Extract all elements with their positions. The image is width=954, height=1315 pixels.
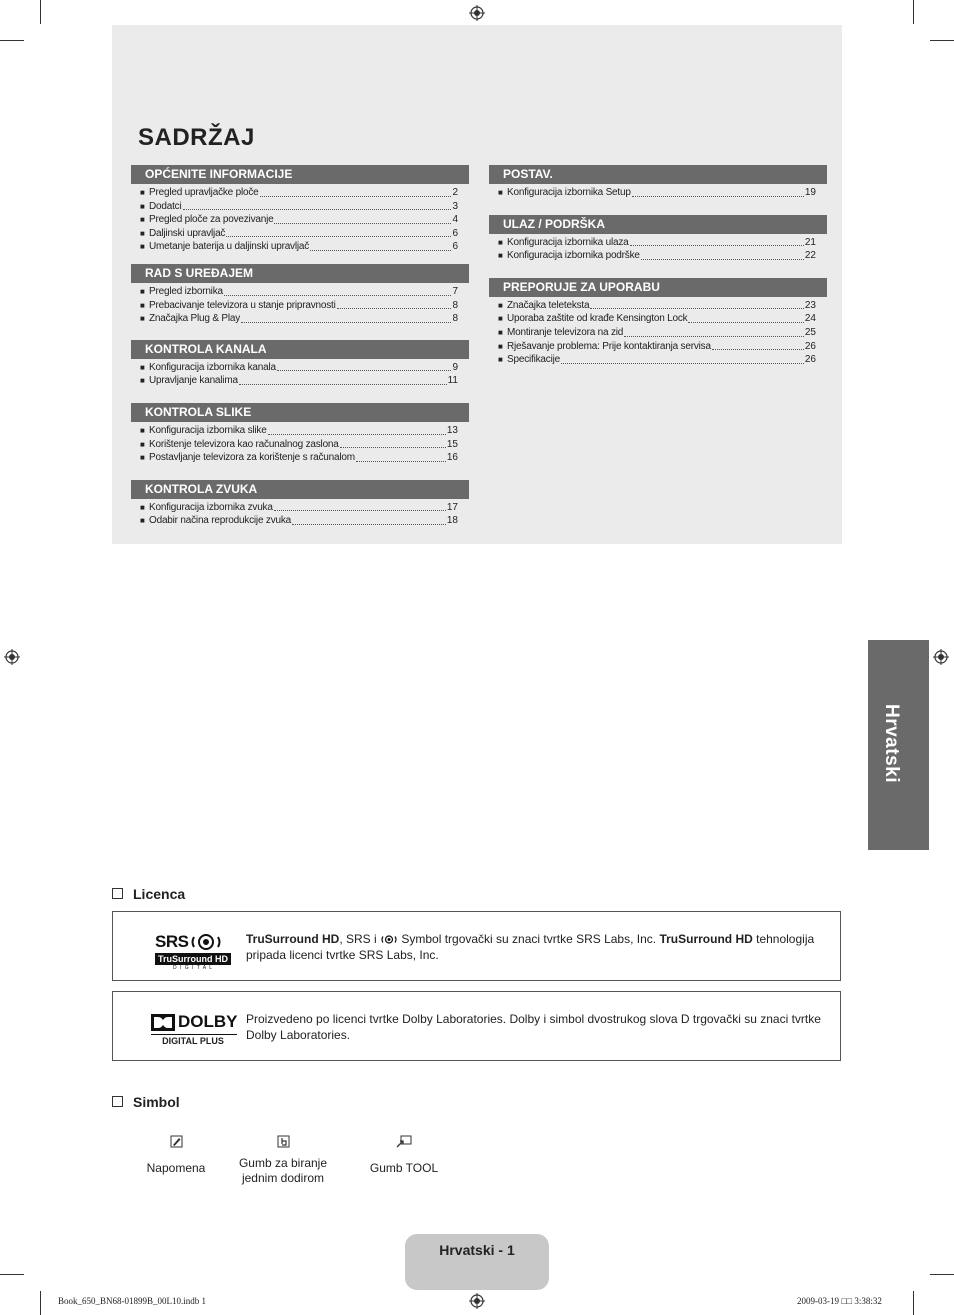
bullet-square-icon: ■ — [140, 215, 145, 225]
bullet-square-icon: ■ — [140, 228, 145, 238]
toc-entry-page: 6 — [452, 227, 458, 239]
toc-entry-title: Konfiguracija izbornika kanala — [149, 361, 276, 373]
crop-mark — [913, 0, 914, 24]
toc-entry-title: Upravljanje kanalima — [149, 375, 238, 387]
registration-mark-icon — [469, 1293, 485, 1309]
toc-entry[interactable] — [140, 299, 458, 313]
tool-icon — [396, 1135, 412, 1148]
toc-entry-page: 18 — [446, 515, 458, 527]
toc-entry-title: Prebacivanje televizora u stanje pripravnosti — [149, 299, 336, 311]
toc-left-column — [131, 165, 469, 528]
toc-entry-page: 3 — [452, 200, 458, 212]
bullet-square-icon: ■ — [498, 341, 503, 351]
page-number-tab — [405, 1234, 549, 1290]
dot-leader — [641, 249, 804, 260]
toc-entry-title: Značajka Plug & Play — [149, 313, 241, 325]
toc-entry-page: 19 — [804, 187, 816, 198]
toc-entry[interactable] — [140, 200, 458, 214]
toc-entry[interactable] — [498, 312, 816, 326]
registration-mark-icon — [469, 5, 485, 21]
crop-mark — [930, 40, 954, 41]
dolby-logo: DOLBY DIGITAL PLUS — [151, 1012, 241, 1046]
toc-entry-page: 24 — [804, 313, 816, 325]
bullet-square-icon: ■ — [498, 300, 503, 310]
toc-entry-title: Konfiguracija izbornika ulaza — [507, 236, 629, 248]
symbol-tool: Gumb TOOL — [360, 1135, 448, 1176]
crop-mark — [930, 1274, 954, 1275]
dot-leader — [688, 312, 803, 323]
toc-entry[interactable] — [140, 213, 458, 227]
toc-section-heading: KONTROLA KANALA — [131, 340, 469, 359]
toc-entry-page: 6 — [452, 241, 458, 253]
bullet-square-icon: ■ — [140, 300, 145, 310]
toc-entry-page: 15 — [446, 438, 458, 450]
toc-entry-page: 16 — [446, 452, 458, 464]
toc-entry-title: Rješavanje problema: Prije kontaktiranja servisa — [507, 340, 711, 352]
bullet-square-icon: ■ — [140, 425, 145, 435]
toc-section — [131, 480, 469, 528]
double-d-icon — [151, 1014, 175, 1031]
srs-licence-text: TruSurround HD, SRS i Symbol trgovački su znaci tvrtke SRS Labs, Inc. TruSurround HD tehnologija pripada licenci tvrtke SRS Labs, Inc. — [246, 932, 815, 962]
dot-leader — [260, 186, 452, 197]
toc-entry[interactable] — [498, 340, 816, 354]
toc-entry-page: 9 — [452, 361, 458, 373]
toc-section — [489, 215, 827, 263]
toc-entry-page: 21 — [804, 236, 816, 248]
toc-section — [131, 340, 469, 388]
toc-entry[interactable] — [498, 186, 816, 200]
bullet-square-icon: ■ — [498, 314, 503, 324]
bullet-square-icon: ■ — [140, 362, 145, 372]
toc-entry-title: Daljinski upravljač — [149, 227, 226, 239]
dot-leader — [274, 501, 446, 512]
dot-leader — [274, 213, 451, 224]
toc-entry-page: 25 — [804, 326, 816, 338]
bullet-square-icon: ■ — [498, 355, 503, 365]
crop-mark — [0, 1274, 24, 1275]
symbol-one-touch: Gumb za biranje jednim dodirom — [228, 1135, 338, 1186]
dolby-licence-box — [112, 991, 841, 1061]
toc-section-heading: ULAZ / PODRŠKA — [489, 215, 827, 234]
toc-entry-title: Konfiguracija izbornika podrške — [507, 250, 640, 262]
toc-section — [131, 403, 469, 465]
page-title: SADRŽAJ — [138, 124, 255, 151]
bullet-square-icon: ■ — [498, 251, 503, 261]
toc-entry[interactable] — [140, 361, 458, 375]
srs-licence-box — [112, 911, 841, 981]
crop-mark — [913, 1291, 914, 1315]
toc-entry[interactable] — [140, 186, 458, 200]
dot-leader — [277, 361, 452, 372]
toc-entry[interactable] — [498, 236, 816, 250]
toc-section — [131, 165, 469, 254]
toc-entry[interactable] — [140, 514, 458, 528]
dot-leader — [241, 312, 451, 323]
toc-section-heading: POSTAV. — [489, 165, 827, 184]
toc-entry[interactable] — [140, 424, 458, 438]
registration-mark-icon — [933, 649, 949, 665]
bullet-square-icon: ■ — [140, 453, 145, 463]
toc-entry-title: Korištenje televizora kao računalnog zaslona — [149, 438, 339, 450]
srs-symbol-icon — [190, 934, 222, 950]
srs-logo: SRS TruSurround HD D I G I T A L — [155, 932, 233, 971]
toc-entry-page: 17 — [446, 501, 458, 513]
checkbox-bullet-icon — [112, 1096, 123, 1107]
dot-leader — [590, 299, 804, 310]
dot-leader — [239, 374, 447, 385]
registration-mark-icon — [4, 649, 20, 665]
dot-leader — [292, 514, 446, 525]
bullet-square-icon: ■ — [140, 439, 145, 449]
toc-entry-page: 13 — [446, 424, 458, 436]
toc-entry[interactable] — [498, 353, 816, 367]
toc-entry[interactable] — [140, 451, 458, 465]
toc-section-heading: OPĆENITE INFORMACIJE — [131, 165, 469, 184]
toc-entry-page: 11 — [447, 375, 458, 387]
toc-entry[interactable] — [140, 227, 458, 241]
bullet-square-icon: ■ — [140, 376, 145, 386]
side-tab-label: Hrvatski — [881, 704, 902, 783]
toc-entry-title: Uporaba zaštite od krađe Kensington Lock — [507, 313, 688, 325]
dot-leader — [226, 227, 451, 238]
symbol-heading: Simbol — [112, 1094, 180, 1110]
crop-mark — [40, 0, 41, 24]
toc-entry-title: Postavljanje televizora za korištenje s računalom — [149, 452, 355, 464]
toc-entry-title: Montiranje televizora na zid — [507, 326, 624, 338]
toc-entry-title: Odabir načina reprodukcije zvuka — [149, 515, 292, 527]
toc-entry-title: Umetanje baterija u daljinski upravljač — [149, 241, 310, 253]
toc-entry[interactable] — [498, 249, 816, 263]
licence-heading: Licenca — [112, 886, 185, 902]
dot-leader — [624, 326, 804, 337]
page-number: Hrvatski - 1 — [439, 1242, 515, 1258]
crop-mark — [40, 1291, 41, 1315]
toc-entry[interactable] — [140, 285, 458, 299]
toc-section-heading: KONTROLA ZVUKA — [131, 480, 469, 499]
toc-entry[interactable] — [498, 299, 816, 313]
toc-section-heading: RAD S UREĐAJEM — [131, 264, 469, 283]
toc-section — [131, 264, 469, 326]
toc-entry-page: 23 — [804, 299, 816, 311]
toc-entry-page: 4 — [452, 214, 458, 226]
toc-entry-page: 8 — [452, 313, 458, 325]
toc-entry[interactable] — [498, 326, 816, 340]
note-icon — [170, 1135, 183, 1148]
footer-timestamp: 2009-03-19 □□ 3:38:32 — [797, 1296, 882, 1306]
toc-entry-page: 2 — [452, 187, 458, 198]
bullet-square-icon: ■ — [140, 201, 145, 211]
bullet-square-icon: ■ — [498, 327, 503, 337]
bullet-square-icon: ■ — [140, 286, 145, 296]
dot-leader — [340, 438, 446, 449]
checkbox-bullet-icon — [112, 888, 123, 899]
toc-entry[interactable] — [140, 374, 458, 388]
dot-leader — [712, 340, 804, 351]
dot-leader — [224, 285, 452, 296]
toc-entry-title: Pregled ploče za povezivanje — [149, 214, 274, 226]
one-touch-icon — [277, 1135, 290, 1148]
bullet-square-icon: ■ — [140, 242, 145, 252]
dot-leader — [630, 236, 804, 247]
toc-section-heading: PREPORUJE ZA UPORABU — [489, 278, 827, 297]
footer-file-info: Book_650_BN68-01899B_00L10.indb 1 — [58, 1296, 207, 1306]
dot-leader — [337, 299, 452, 310]
crop-mark — [0, 40, 24, 41]
dot-leader — [356, 451, 446, 462]
toc-entry-title: Dodatci — [149, 200, 182, 212]
toc-entry-page: 7 — [452, 285, 458, 297]
toc-section — [489, 278, 827, 367]
toc-entry[interactable] — [140, 312, 458, 326]
toc-entry-title: Konfiguracija izbornika slike — [149, 424, 267, 436]
toc-entry-page: 22 — [804, 250, 816, 262]
toc-right-column — [489, 165, 827, 367]
bullet-square-icon: ■ — [140, 516, 145, 526]
toc-entry[interactable] — [140, 501, 458, 515]
toc-entry-title: Pregled izbornika — [149, 285, 223, 297]
toc-section — [489, 165, 827, 200]
toc-entry[interactable] — [140, 438, 458, 452]
toc-entry-page: 26 — [804, 340, 816, 352]
symbol-note: Napomena — [136, 1135, 216, 1176]
dot-leader — [310, 240, 451, 251]
bullet-square-icon: ■ — [140, 314, 145, 324]
toc-entry-title: Pregled upravljačke ploče — [149, 187, 259, 198]
toc-entry[interactable] — [140, 240, 458, 254]
bullet-square-icon: ■ — [140, 188, 145, 197]
dot-leader — [561, 353, 804, 364]
dolby-licence-text: Proizvedeno po licenci tvrtke Dolby Laboratories. Dolby i simbol dvostrukog slova D trgovački su znaci tvrtke Dolby Laboratories. — [246, 1012, 821, 1042]
toc-entry-title: Konfiguracija izbornika zvuka — [149, 501, 273, 513]
bullet-square-icon: ■ — [498, 237, 503, 247]
toc-entry-title: Značajka teleteksta — [507, 299, 590, 311]
toc-entry-title: Specifikacije — [507, 354, 560, 366]
bullet-square-icon: ■ — [498, 188, 503, 197]
language-side-tab — [868, 640, 929, 850]
toc-section-heading: KONTROLA SLIKE — [131, 403, 469, 422]
toc-entry-page: 8 — [452, 299, 458, 311]
dot-leader — [632, 186, 804, 197]
toc-entry-title: Konfiguracija izbornika Setup — [507, 187, 631, 198]
srs-inline-symbol-icon — [380, 935, 398, 944]
toc-entry-page: 26 — [804, 354, 816, 366]
bullet-square-icon: ■ — [140, 502, 145, 512]
dot-leader — [268, 424, 446, 435]
dot-leader — [183, 200, 452, 211]
